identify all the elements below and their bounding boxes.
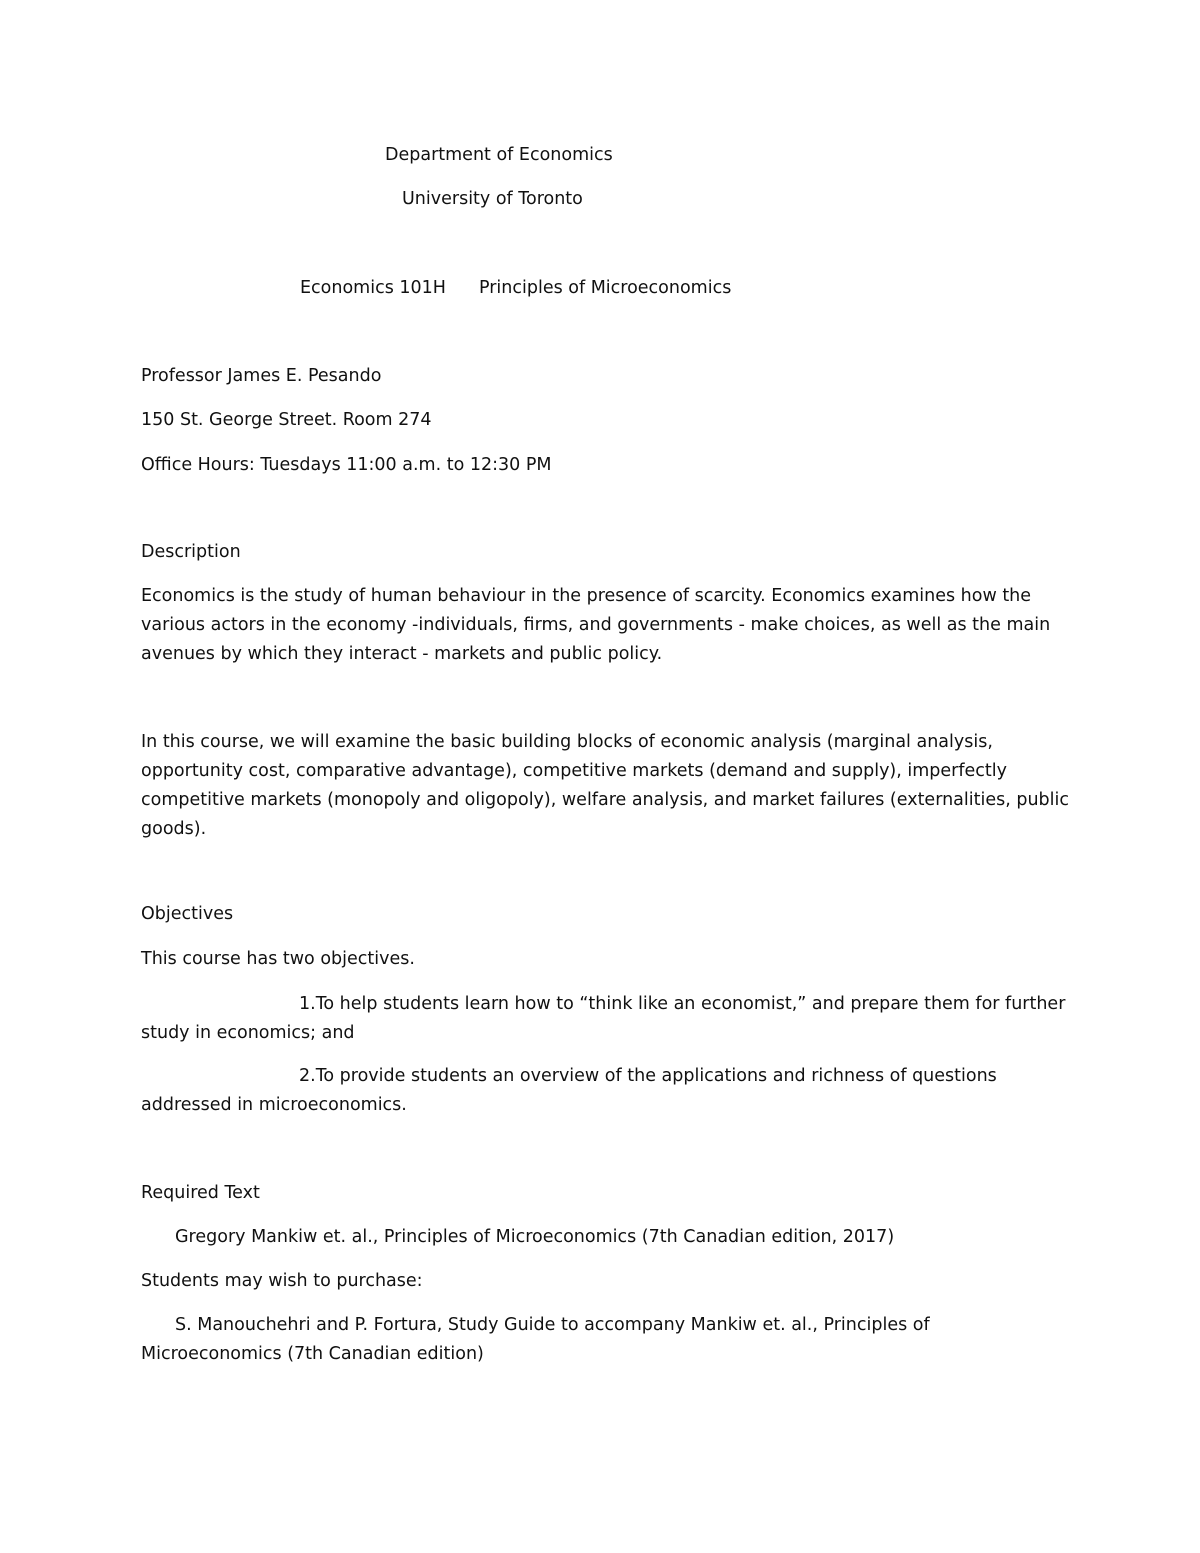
objectives-intro: This course has two objectives. bbox=[141, 949, 415, 969]
course-name: Principles of Microeconomics bbox=[478, 278, 732, 298]
university-title: University of Toronto bbox=[402, 189, 583, 209]
instructor-name: Professor James E. Pesando bbox=[141, 366, 382, 386]
required-text-main: Gregory Mankiw et. al., Principles of Microeconomics (7th Canadian edition, 2017) bbox=[175, 1227, 895, 1247]
office-hours: Office Hours: Tuesdays 11:00 a.m. to 12:30 PM bbox=[141, 455, 552, 475]
objective-item-1-text: 1.To help students learn how to “think like an economist,” and prepare them for further study in economics; and bbox=[141, 994, 1066, 1043]
objective-item-2 bbox=[141, 1062, 1071, 1120]
description-heading: Description bbox=[141, 542, 241, 562]
description-paragraph-1: Economics is the study of human behaviour in the presence of scarcity. Economics examines how the various actors in the economy -individuals, firms, and governments - make choices, as well as the main avenues by which they interact - markets and public policy. bbox=[141, 586, 1051, 664]
objective-item-2-text: 2.To provide students an overview of the applications and richness of questions addressed in microeconomics. bbox=[141, 1066, 997, 1115]
optional-text-content: S. Manouchehri and P. Fortura, Study Guide to accompany Mankiw et. al., Principles of Microeconomics (7th Canadian edition) bbox=[141, 1315, 930, 1364]
course-code: Economics 101H bbox=[300, 278, 446, 298]
course-title bbox=[300, 274, 731, 303]
optional-text bbox=[141, 1311, 1071, 1369]
instructor-address: 150 St. George Street. Room 274 bbox=[141, 410, 432, 430]
optional-text-intro: Students may wish to purchase: bbox=[141, 1271, 423, 1291]
objective-item-1 bbox=[141, 990, 1071, 1048]
department-title: Department of Economics bbox=[385, 145, 613, 165]
description-paragraph-2: In this course, we will examine the basic building blocks of economic analysis (marginal analysis, opportunity cost, comparative advantage), competitive markets (demand and supply), imperfectly competitive markets (monopoly and oligopoly), welfare analysis, and market failures (externalities, public goods). bbox=[141, 732, 1070, 839]
objectives-heading: Objectives bbox=[141, 904, 234, 924]
required-text-heading: Required Text bbox=[141, 1183, 260, 1203]
